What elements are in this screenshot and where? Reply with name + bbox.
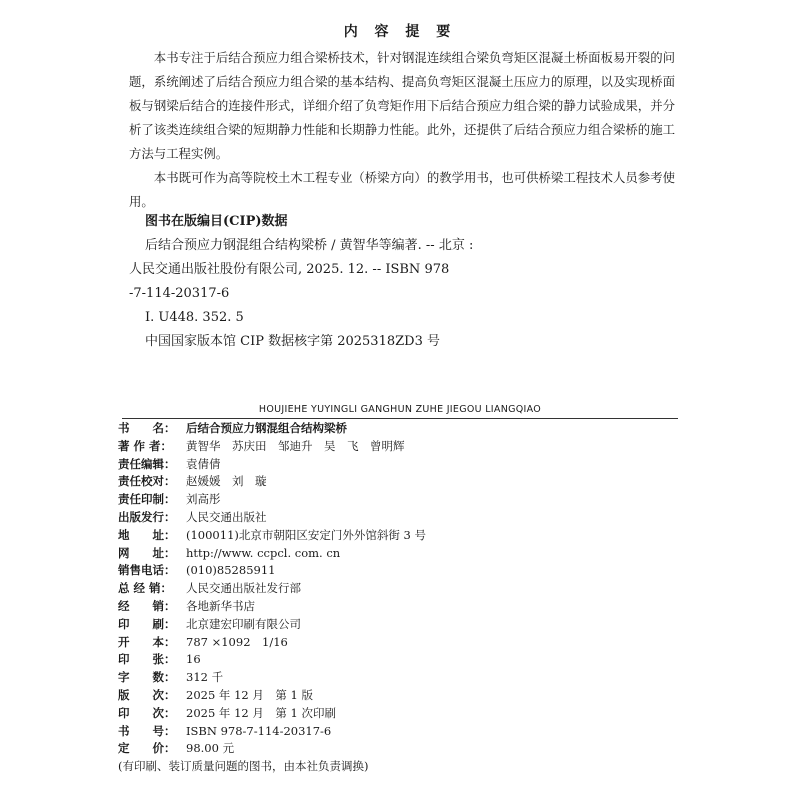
colophon-label: 印 刷： bbox=[118, 616, 176, 631]
cip-line: 人民交通出版社股份有限公司, 2025. 12. -- ISBN 978 bbox=[129, 262, 450, 277]
colophon-row bbox=[118, 723, 718, 741]
colophon-row bbox=[118, 740, 718, 758]
colophon-value: 人民交通出版社 bbox=[186, 509, 267, 524]
colophon-value: 16 bbox=[186, 652, 201, 667]
summary-paragraph: 本书专注于后结合预应力组合梁桥技术，针对钢混连续组合梁负弯矩区混凝土桥面板易开裂的问题，系统阐述了后结合预应力组合梁的基本结构、提高负弯矩区混凝土压应力的原理，以及实现桥面板与钢梁后结合的连接件形式，详细介绍了负弯矩作用下后结合预应力组合梁的静力试验成果，并分析了该类连续组合梁的短期静力性能和长期静力性能。此外，还提供了后结合预应力组合梁桥的施工方法与工程实例。 bbox=[129, 50, 675, 161]
colophon-row bbox=[118, 527, 718, 545]
colophon-row bbox=[118, 616, 718, 634]
cip-line: 中国国家版本馆 CIP 数据核字第 2025318ZD3 号 bbox=[145, 334, 440, 349]
colophon-value: 刘高彤 bbox=[186, 492, 221, 507]
summary-section bbox=[129, 46, 675, 214]
cip-section bbox=[129, 210, 689, 354]
colophon-label: 销售电话： bbox=[118, 563, 176, 578]
colophon-row bbox=[118, 598, 718, 616]
colophon-row bbox=[118, 456, 718, 474]
colophon-label: 经 销： bbox=[118, 598, 176, 613]
colophon-label: 出版发行： bbox=[118, 509, 176, 524]
cip-line: -7-114-20317-6 bbox=[129, 286, 230, 301]
colophon-value: 312 千 bbox=[186, 670, 224, 685]
colophon-row bbox=[118, 669, 718, 687]
colophon-value: 人民交通出版社发行部 bbox=[186, 581, 301, 596]
colophon-value: 赵媛媛 刘 璇 bbox=[186, 474, 267, 489]
colophon-row bbox=[118, 509, 718, 527]
footer-note: (有印刷、装订质量问题的图书，由本社负责调换) bbox=[118, 759, 369, 774]
colophon-value: 2025 年 12 月 第 1 版 bbox=[186, 687, 313, 702]
colophon-value: 北京建宏印刷有限公司 bbox=[186, 616, 301, 631]
colophon-value: 787 ×1092 1/16 bbox=[186, 634, 288, 649]
colophon-label: 字 数： bbox=[118, 670, 176, 685]
colophon-label: 印 次： bbox=[118, 705, 176, 720]
summary-paragraph: 本书既可作为高等院校土木工程专业（桥梁方向）的教学用书，也可供桥梁工程技术人员参考使用。 bbox=[129, 170, 675, 209]
colophon-value: http://www. ccpcl. com. cn bbox=[186, 545, 341, 560]
colophon-label: 开 本： bbox=[118, 634, 176, 649]
colophon-row bbox=[118, 580, 718, 598]
colophon-value: 袁倩倩 bbox=[186, 456, 221, 471]
colophon-row bbox=[118, 634, 718, 652]
colophon-label: 书 号： bbox=[118, 723, 176, 738]
colophon-label: 责任校对： bbox=[118, 474, 176, 489]
colophon bbox=[118, 420, 718, 776]
colophon-label: 印 张： bbox=[118, 652, 176, 667]
colophon-row bbox=[118, 687, 718, 705]
colophon-value: 黄智华 苏庆田 邹迪升 吴 飞 曾明辉 bbox=[186, 438, 405, 453]
colophon-value: (100011)北京市朝阳区安定门外外馆斜街 3 号 bbox=[186, 527, 426, 542]
colophon-label: 总 经 销： bbox=[118, 581, 173, 596]
colophon-value: 2025 年 12 月 第 1 次印刷 bbox=[186, 705, 336, 720]
colophon-label: 责任印制： bbox=[118, 492, 176, 507]
colophon-label: 网 址： bbox=[118, 545, 176, 560]
colophon-label: 书 名： bbox=[118, 421, 176, 435]
summary-title: 内 容 提 要 bbox=[343, 24, 457, 40]
colophon-value: 98.00 元 bbox=[186, 741, 235, 756]
colophon-label: 定 价： bbox=[118, 741, 176, 756]
colophon-label: 责任编辑： bbox=[118, 456, 176, 471]
colophon-label: 著 作 者： bbox=[118, 438, 173, 453]
colophon-row bbox=[118, 651, 718, 669]
colophon-row bbox=[118, 705, 718, 723]
cip-heading: 图书在版编目(CIP)数据 bbox=[145, 214, 288, 229]
colophon-row bbox=[118, 420, 718, 438]
cip-line: Ⅰ. U448. 352. 5 bbox=[145, 310, 244, 325]
colophon-row bbox=[118, 491, 718, 509]
colophon-value: 后结合预应力钢混组合结构梁桥 bbox=[186, 421, 347, 435]
colophon-label: 版 次： bbox=[118, 687, 176, 702]
colophon-row bbox=[118, 545, 718, 563]
pinyin-title: HOUJIEHE YUYINGLI GANGHUN ZUHE JIEGOU LIANGQIAO bbox=[258, 404, 542, 415]
colophon-row bbox=[118, 562, 718, 580]
colophon-row bbox=[118, 438, 718, 456]
colophon-row bbox=[118, 473, 718, 491]
colophon-value: 各地新华书店 bbox=[186, 598, 255, 613]
colophon-label: 地 址： bbox=[118, 527, 176, 542]
colophon-value: (010)85285911 bbox=[186, 563, 276, 578]
colophon-value: ISBN 978-7-114-20317-6 bbox=[186, 723, 332, 738]
divider bbox=[122, 418, 678, 419]
cip-line: 后结合预应力钢混组合结构梁桥 / 黄智华等编著. -- 北京 : bbox=[145, 238, 474, 253]
